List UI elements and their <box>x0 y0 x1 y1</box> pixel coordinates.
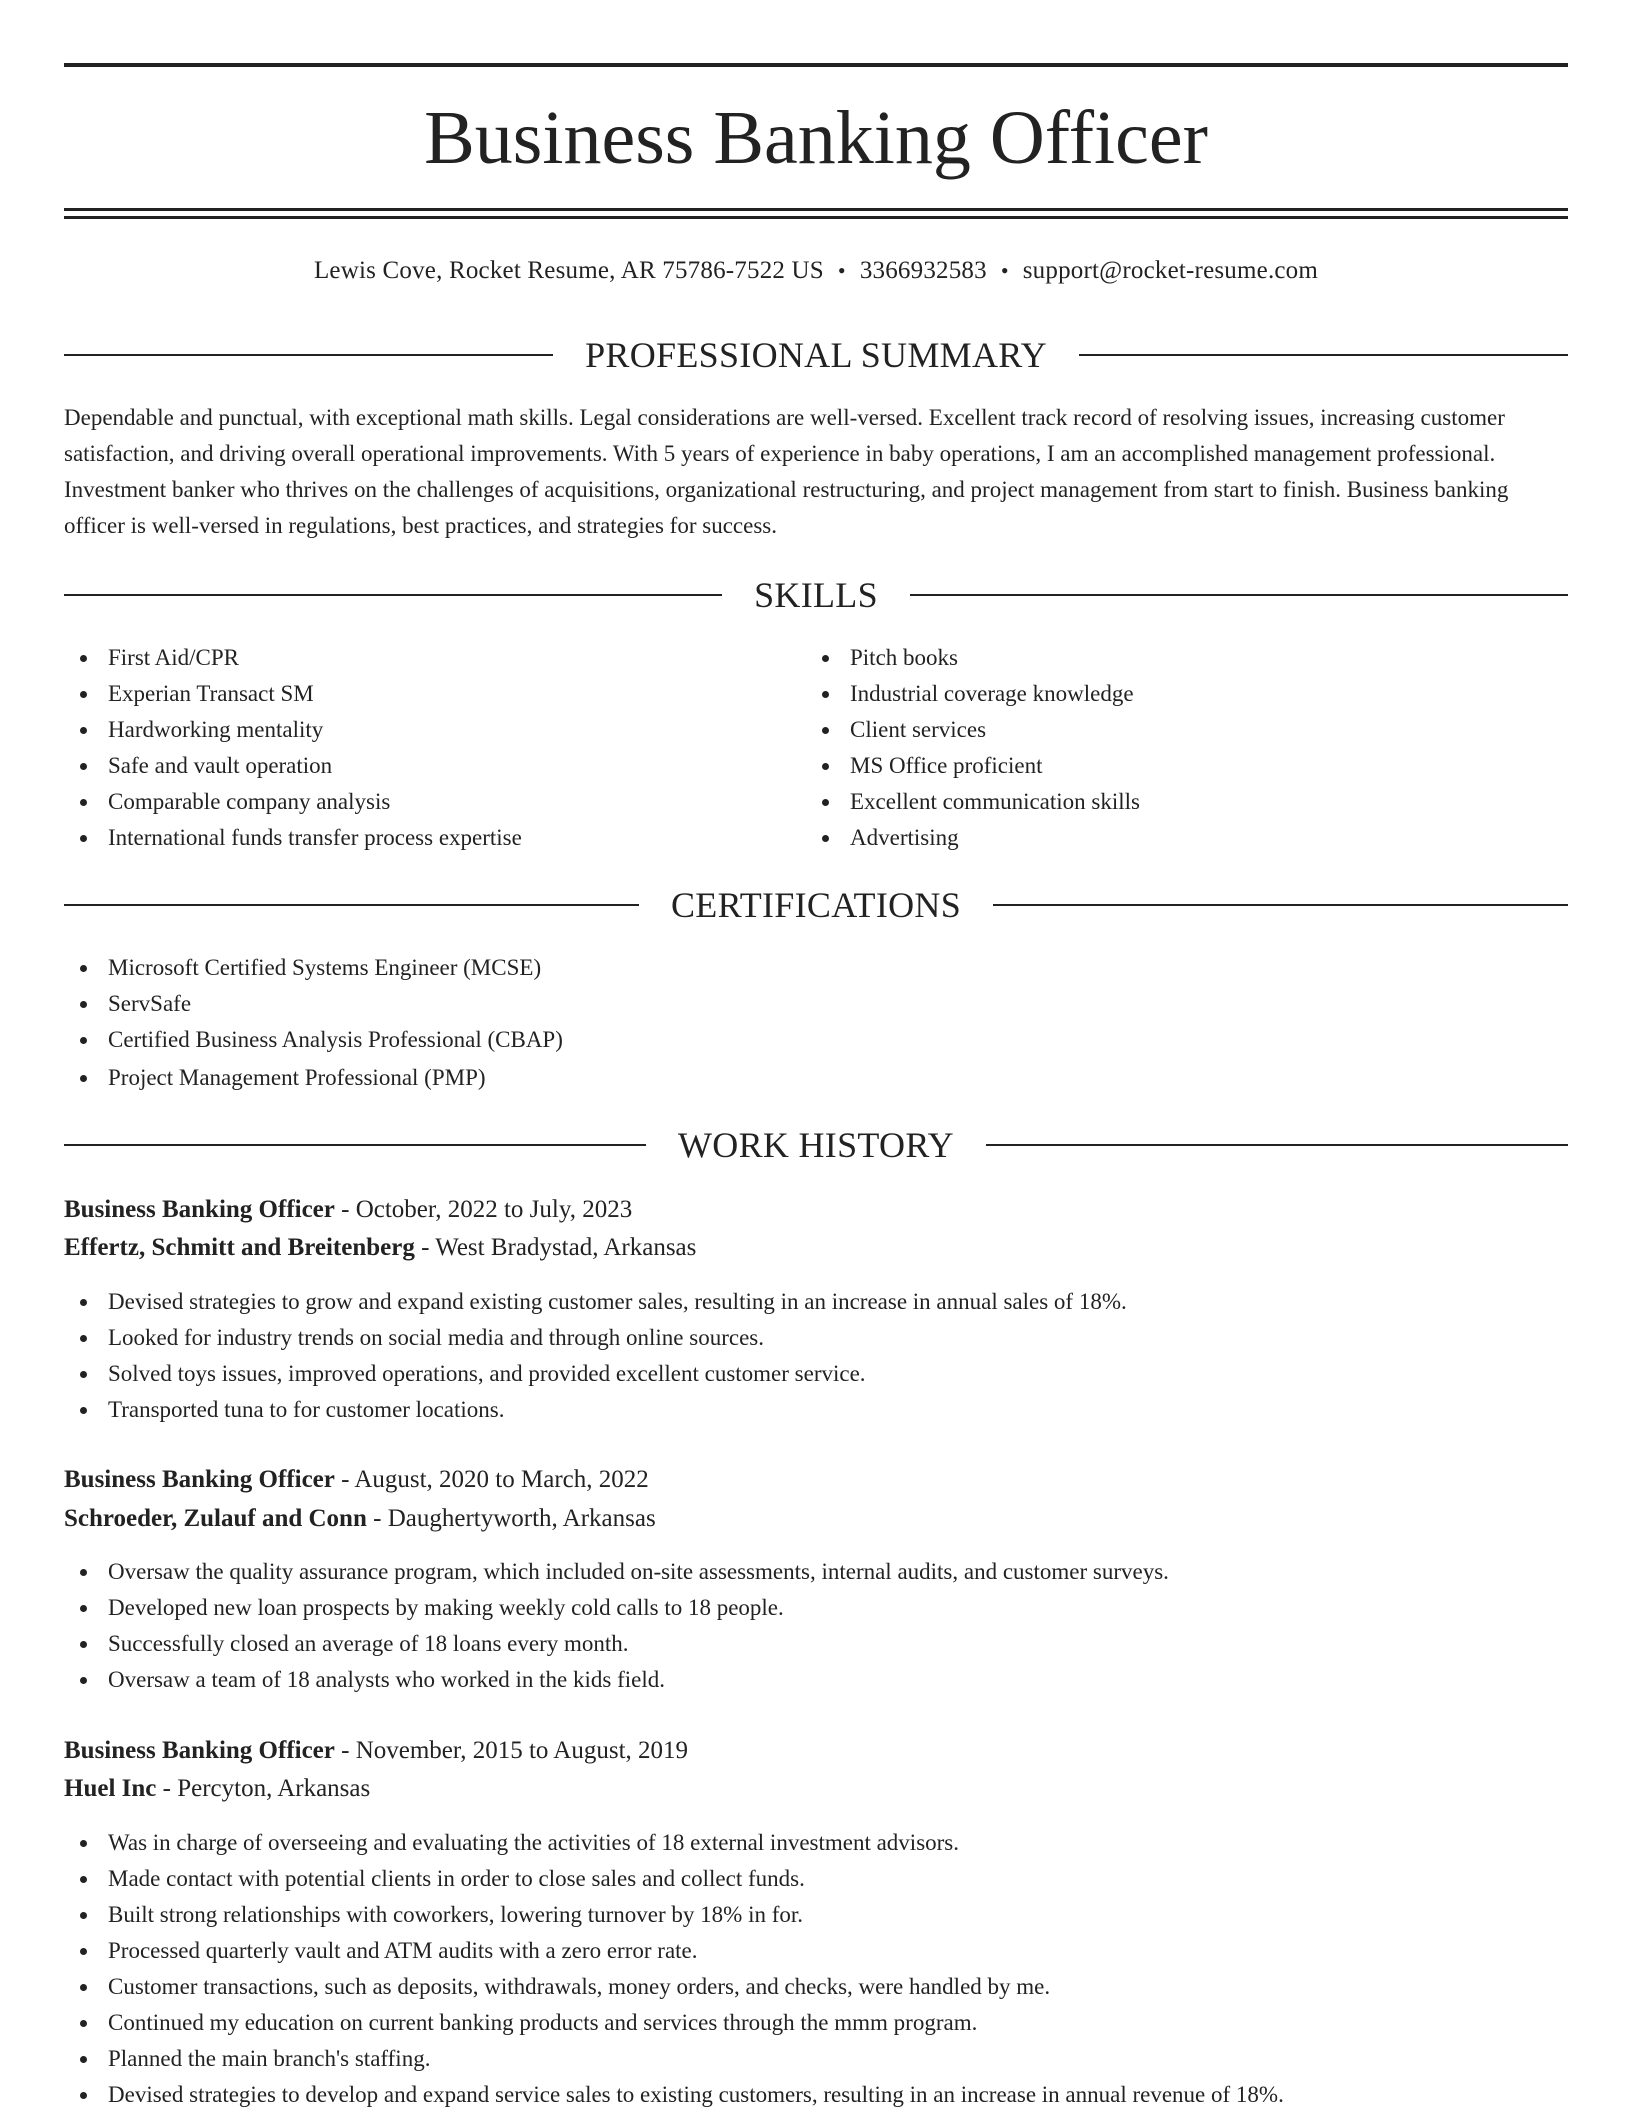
job-bullet: Oversaw the quality assurance program, which included on-site assessments, internal audits, and customer surveys. <box>64 1554 1568 1590</box>
section-rule-right <box>1079 354 1568 356</box>
job-company-line: Schroeder, Zulauf and Conn - Daughertyworth, Arkansas <box>64 1505 656 1532</box>
section-rule-right <box>910 594 1568 596</box>
section-rule-left <box>64 354 553 356</box>
skill-item: Advertising <box>806 820 1566 856</box>
job-bullet: Continued my education on current banking products and services through the mmm program. <box>64 2005 1568 2041</box>
job-bullet: Built strong relationships with coworkers, lowering turnover by 18% in for. <box>64 1897 1568 1933</box>
section-rule-right <box>993 904 1568 906</box>
job-bullet: Solved toys issues, improved operations, and provided excellent customer service. <box>64 1356 1568 1392</box>
skill-item: Hardworking mentality <box>64 712 804 748</box>
header-double-rule-lower <box>64 216 1568 219</box>
section-header-skills <box>64 573 1568 617</box>
job-bullet: Devised strategies to develop and expand service sales to existing customers, resulting in an increase in annual revenue of 18%. <box>64 2077 1568 2113</box>
section-title: PROFESSIONAL SUMMARY <box>585 335 1047 375</box>
skill-item: International funds transfer process expertise <box>64 820 804 856</box>
job-bullets <box>64 1554 1568 1698</box>
contact-address: Lewis Cove, Rocket Resume, AR 75786-7522 US <box>313 257 824 284</box>
skill-item: Industrial coverage knowledge <box>806 676 1566 712</box>
section-rule-left <box>64 904 639 906</box>
certifications-list <box>64 950 1568 1096</box>
skill-item: Client services <box>806 712 1566 748</box>
skill-item: Safe and vault operation <box>64 748 804 784</box>
job-title-line: Business Banking Officer - August, 2020 to March, 2022 <box>64 1466 649 1493</box>
contact-email: support@rocket-resume.com <box>1022 257 1319 284</box>
job-title: Business Banking Officer <box>64 1737 335 1764</box>
job-location: West Bradystad, Arkansas <box>435 1234 697 1261</box>
certification-item: ServSafe <box>64 986 1568 1022</box>
job-dates: October, 2022 to July, 2023 <box>355 1196 633 1223</box>
skill-item: Pitch books <box>806 640 1566 676</box>
skill-item: MS Office proficient <box>806 748 1566 784</box>
section-title: SKILLS <box>754 575 878 615</box>
header-double-rule-upper <box>64 208 1568 211</box>
contact-separator: • <box>1000 258 1009 283</box>
job-bullet: Processed quarterly vault and ATM audits with a zero error rate. <box>64 1933 1568 1969</box>
job-company: Effertz, Schmitt and Breitenberg <box>64 1234 415 1261</box>
summary-paragraph: Dependable and punctual, with exceptional math skills. Legal considerations are well-versed. Excellent track record of resolving issues, increasing customer satisfaction, and driving overall operational improvements. With 5 years of experience in baby operations, I am an accomplished management professional. Investment banker who thrives on the challenges of acquisitions, organizational restructuring, and project management from start to finish. Business banking officer is well-versed in regulations, best practices, and strategies for success. <box>64 405 1509 538</box>
section-header-summary <box>64 333 1568 377</box>
resume-name-title: Business Banking Officer <box>424 96 1208 180</box>
job-dates: November, 2015 to August, 2019 <box>355 1737 689 1764</box>
skill-item: First Aid/CPR <box>64 640 804 676</box>
job-bullets <box>64 1284 1568 1428</box>
header-top-rule <box>64 63 1568 67</box>
job-location: Daughertyworth, Arkansas <box>387 1505 656 1532</box>
job-bullet: Successfully closed an average of 18 loans every month. <box>64 1626 1568 1662</box>
job-bullet: Transported tuna to for customer locations. <box>64 1392 1568 1428</box>
job-bullet: Customer transactions, such as deposits, withdrawals, money orders, and checks, were handled by me. <box>64 1969 1568 2005</box>
job-location: Percyton, Arkansas <box>177 1775 371 1802</box>
section-header-work-history <box>64 1123 1568 1167</box>
job-title-line: Business Banking Officer - October, 2022 to July, 2023 <box>64 1196 633 1223</box>
job-title-line: Business Banking Officer - November, 2015 to August, 2019 <box>64 1737 689 1764</box>
contact-line <box>64 253 1568 289</box>
job-company: Schroeder, Zulauf and Conn <box>64 1505 367 1532</box>
job-company: Huel Inc <box>64 1775 157 1802</box>
job-bullets <box>64 1825 1568 2113</box>
job-company-line: Effertz, Schmitt and Breitenberg - West Bradystad, Arkansas <box>64 1234 697 1261</box>
job-company-line: Huel Inc - Percyton, Arkansas <box>64 1775 371 1802</box>
skill-item: Experian Transact SM <box>64 676 804 712</box>
section-rule-right <box>986 1144 1568 1146</box>
section-header-certifications <box>64 883 1568 927</box>
section-title: WORK HISTORY <box>678 1125 954 1165</box>
job-bullet: Was in charge of overseeing and evaluating the activities of 18 external investment advisors. <box>64 1825 1568 1861</box>
section-rule-left <box>64 594 722 596</box>
job-title: Business Banking Officer <box>64 1466 335 1493</box>
job-dates: August, 2020 to March, 2022 <box>354 1466 649 1493</box>
skill-item: Comparable company analysis <box>64 784 804 820</box>
contact-phone: 3366932583 <box>859 257 987 284</box>
certification-item: Microsoft Certified Systems Engineer (MCSE) <box>64 950 1568 986</box>
skill-item: Excellent communication skills <box>806 784 1566 820</box>
job-bullet: Developed new loan prospects by making weekly cold calls to 18 people. <box>64 1590 1568 1626</box>
job-bullet: Devised strategies to grow and expand existing customer sales, resulting in an increase in annual sales of 18%. <box>64 1284 1568 1320</box>
contact-separator: • <box>837 258 846 283</box>
certification-item: Project Management Professional (PMP) <box>64 1060 1568 1096</box>
skills-list-left <box>64 640 804 856</box>
certification-item: Certified Business Analysis Professional (CBAP) <box>64 1022 1568 1058</box>
job-bullet: Looked for industry trends on social media and through online sources. <box>64 1320 1568 1356</box>
job-bullet: Made contact with potential clients in order to close sales and collect funds. <box>64 1861 1568 1897</box>
job-bullet: Planned the main branch's staffing. <box>64 2041 1568 2077</box>
job-bullet: Oversaw a team of 18 analysts who worked in the kids field. <box>64 1662 1568 1698</box>
job-title: Business Banking Officer <box>64 1196 335 1223</box>
skills-list-right <box>806 640 1566 856</box>
section-rule-left <box>64 1144 646 1146</box>
section-title: CERTIFICATIONS <box>670 885 962 925</box>
